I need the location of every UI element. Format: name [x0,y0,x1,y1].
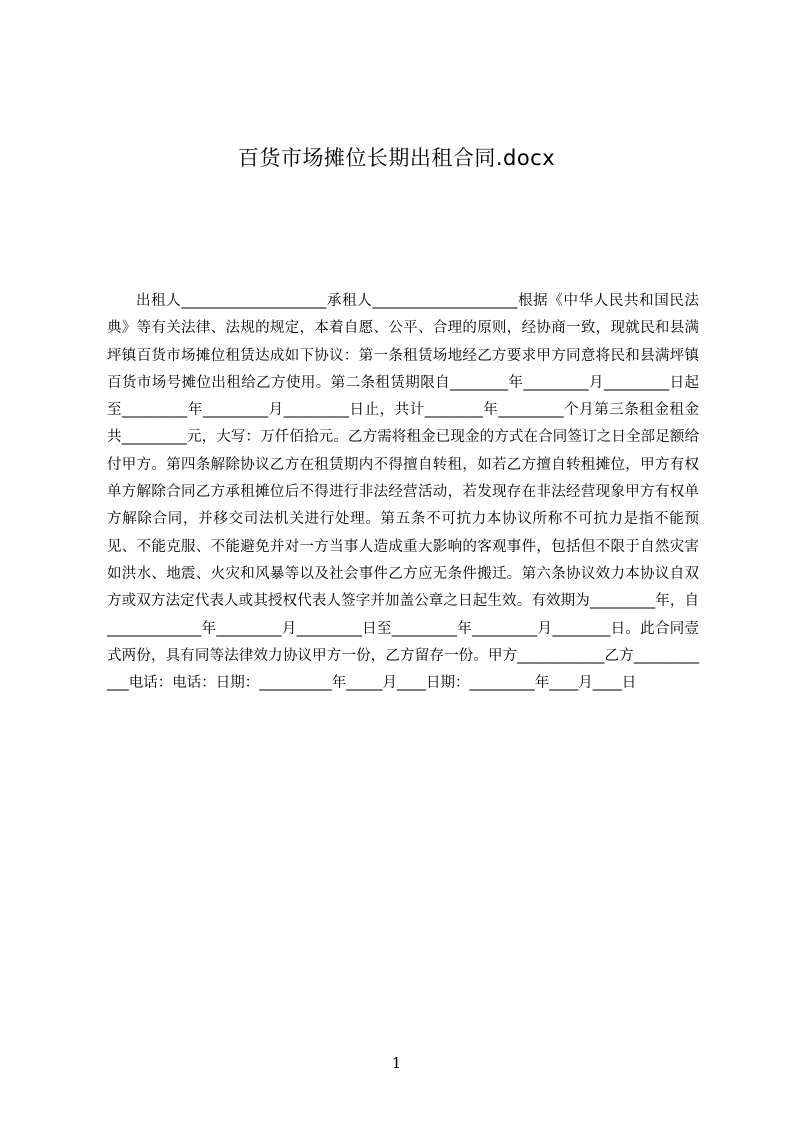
contract-body-text: 出租人____________________承租人____________________根据《中华人民共和国民法典》等有关法律、法规的规定，本着自愿、公平、合理的原则，经协商一致，现就民和县满坪镇百货市场摊位租赁达成如下协议：第一条租赁场地经乙方要求甲方同意将民和县满坪镇百货市场号摊位出租给乙方使用。第二条租赁期限自________年_________月_________日起至_________年_________月_________日止，共计________年_________个月第三条租金租金共_________元，大写：万仟佰拾元。乙方需将租金已现金的方式在合同签订之日全部足额给付甲方。第四条解除协议乙方在租赁期内不得擅自转租，如若乙方擅自转租摊位，甲方有权单方解除合同乙方承租摊位后不得进行非法经营活动，若发现存在非法经营现象甲方有权单方解除合同，并移交司法机关进行处理。第五条不可抗力本协议所称不可抗力是指不能预见、不能克服、不能避免并对一方当事人造成重大影响的客观事件，包括但不限于自然灾害如洪水、地震、火灾和风暴等以及社会事件乙方应无条件搬迁。第六条协议效力本协议自双方或双方法定代表人或其授权代表人签字并加盖公章之日起生效。有效期为_________年，自_____________年_________月_________日至_________年_________月________日。此合同壹式两份，具有同等法律效力协议甲方一份，乙方留存一份。甲方____________乙方____________电话：电话：日期：__________年_____月____日期：_________年____月____日 [107,293,699,692]
document-title: 百货市场摊位长期出租合同.docx [237,146,556,170]
page-number: 1 [391,1054,402,1072]
